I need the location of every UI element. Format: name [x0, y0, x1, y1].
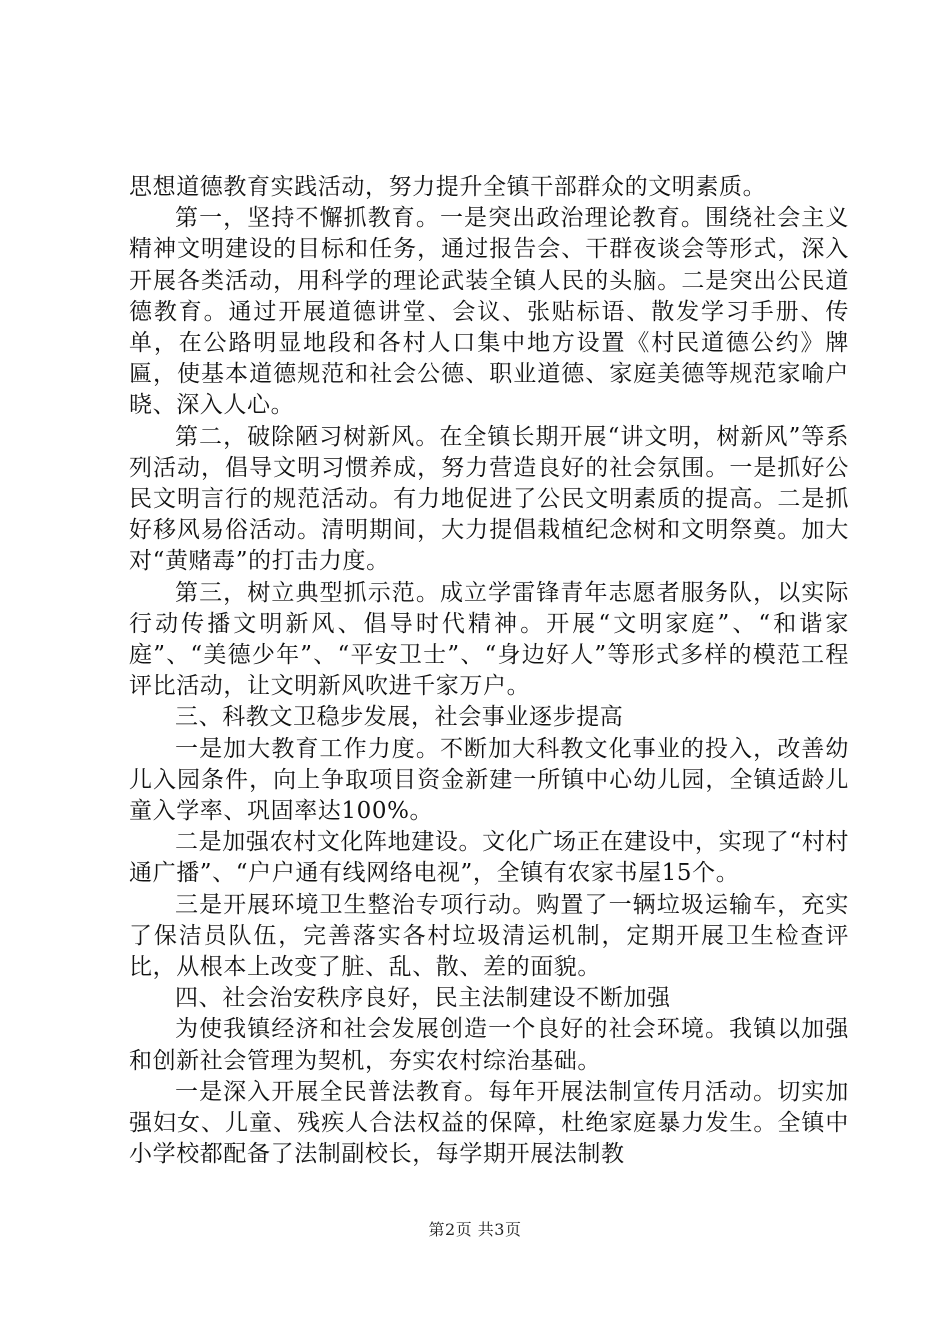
paragraph: 二是加强农村文化阵地建设。文化广场正在建设中，实现了“村村通广播”、“户户通有线网络电视”，全镇有农家书屋15个。: [129, 829, 849, 887]
paragraph: 一是加大教育工作力度。不断加大科教文化事业的投入，改善幼儿入园条件，向上争取项目资金新建一所镇中心幼儿园，全镇适龄儿童入学率、巩固率达100%。: [129, 735, 849, 825]
document-body: [129, 172, 849, 1171]
paragraph: 第一，坚持不懈抓教育。一是突出政治理论教育。围绕社会主义精神文明建设的目标和任务，通过报告会、干群夜谈会等形式，深入开展各类活动，用科学的理论武装全镇人民的头脑。二是突出公民道德教育。通过开展道德讲堂、会议、张贴标语、散发学习手册、传单，在公路明显地段和各村人口集中地方设置《村民道德公约》牌匾，使基本道德规范和社会公德、职业道德、家庭美德等规范家喻户晓、深入人心。: [129, 205, 849, 419]
paragraph: 一是深入开展全民普法教育。每年开展法制宣传月活动。切实加强妇女、儿童、残疾人合法权益的保障，杜绝家庭暴力发生。全镇中小学校都配备了法制副校长，每学期开展法制教: [129, 1078, 849, 1168]
page-number-footer: 第2页 共3页: [428, 1220, 522, 1239]
section-heading: 四、社会治安秩序良好，民主法制建设不断加强: [175, 985, 671, 1012]
section-heading: 三、科教文卫稳步发展，社会事业逐步提高: [175, 704, 624, 731]
paragraph: 第二，破除陋习树新风。在全镇长期开展“讲文明，树新风”等系列活动，倡导文明习惯养成，努力营造良好的社会氛围。一是抓好公民文明言行的规范活动。有力地促进了公民文明素质的提高。二是抓好移风易俗活动。清明期间，大力提倡栽植纪念树和文明祭奠。加大对“黄赌毒”的打击力度。: [129, 423, 849, 575]
paragraph: 为使我镇经济和社会发展创造一个良好的社会环境。我镇以加强和创新社会管理为契机，夯实农村综治基础。: [129, 1016, 849, 1074]
paragraph: 第三，树立典型抓示范。成立学雷锋青年志愿者服务队，以实际行动传播文明新风、倡导时代精神。开展“文明家庭”、“和谐家庭”、“美德少年”、“平安卫士”、“身边好人”等形式多样的模范工程评比活动，让文明新风吹进千家万户。: [129, 579, 849, 700]
paragraph: 三是开展环境卫生整治专项行动。购置了一辆垃圾运输车，充实了保洁员队伍，完善落实各村垃圾清运机制，定期开展卫生检查评比，从根本上改变了脏、乱、散、差的面貌。: [129, 891, 849, 981]
paragraph: 思想道德教育实践活动，努力提升全镇干部群众的文明素质。: [129, 174, 767, 200]
